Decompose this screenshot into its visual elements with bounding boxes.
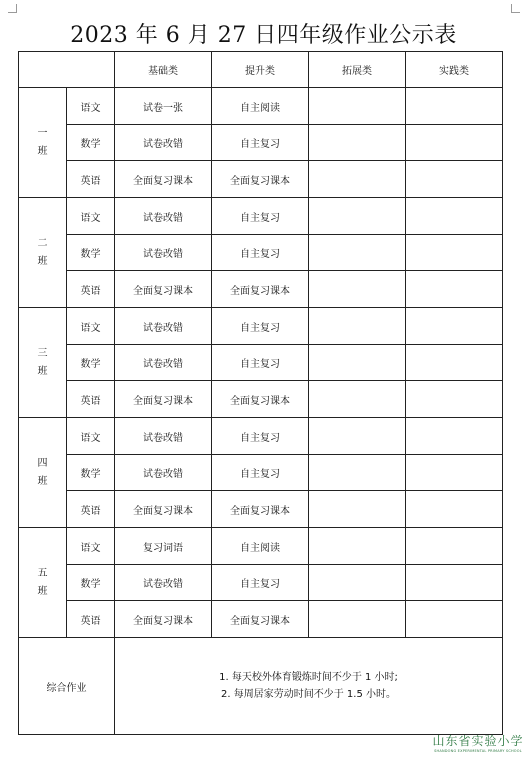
comprehensive-row xyxy=(19,638,503,735)
class-name-line1: 三 xyxy=(37,347,48,359)
basic-cell: 试卷改错 xyxy=(115,198,212,235)
table-row xyxy=(19,418,503,455)
advanced-cell: 自主阅读 xyxy=(212,528,309,565)
practice-cell xyxy=(406,198,503,235)
class-name-line1: 五 xyxy=(37,567,48,579)
class-name-cell xyxy=(19,88,67,198)
practice-cell xyxy=(406,381,503,418)
class-name-line1: 四 xyxy=(37,457,48,469)
practice-cell xyxy=(406,271,503,308)
class-name-line2: 班 xyxy=(37,585,48,597)
basic-cell: 全面复习课本 xyxy=(115,381,212,418)
expand-cell xyxy=(309,418,406,455)
practice-cell xyxy=(406,345,503,381)
advanced-cell: 全面复习课本 xyxy=(212,381,309,418)
table-row xyxy=(19,161,503,198)
advanced-cell: 自主复习 xyxy=(212,565,309,601)
crop-mark-left xyxy=(8,4,17,13)
header-basic: 基础类 xyxy=(115,52,212,88)
comprehensive-notes xyxy=(115,638,503,735)
school-logo-english: SHANDONG EXPERIMENTAL PRIMARY SCHOOL xyxy=(434,749,522,753)
page-title: 2023 年 6 月 27 日四年级作业公示表 xyxy=(70,23,457,48)
basic-cell: 全面复习课本 xyxy=(115,601,212,638)
subject-cell: 数学 xyxy=(67,565,115,601)
table-row xyxy=(19,491,503,528)
expand-cell xyxy=(309,161,406,198)
comprehensive-line2: 2. 每周居家劳动时间不少于 1.5 小时。 xyxy=(221,689,396,700)
subject-cell: 语文 xyxy=(67,528,115,565)
class-name-line2: 班 xyxy=(37,255,48,267)
advanced-cell: 全面复习课本 xyxy=(212,161,309,198)
table-row xyxy=(19,88,503,125)
class-name-cell xyxy=(19,308,67,418)
header-advanced: 提升类 xyxy=(212,52,309,88)
basic-cell: 试卷改错 xyxy=(115,345,212,381)
basic-cell: 全面复习课本 xyxy=(115,161,212,198)
basic-cell: 试卷改错 xyxy=(115,418,212,455)
advanced-cell: 自主复习 xyxy=(212,235,309,271)
practice-cell xyxy=(406,235,503,271)
advanced-cell: 自主复习 xyxy=(212,198,309,235)
basic-cell: 试卷改错 xyxy=(115,455,212,491)
basic-cell: 试卷改错 xyxy=(115,308,212,345)
advanced-cell: 自主阅读 xyxy=(212,88,309,125)
basic-cell: 复习词语 xyxy=(115,528,212,565)
class-name-cell xyxy=(19,418,67,528)
class-name-line1: 一 xyxy=(37,127,48,139)
table-row xyxy=(19,271,503,308)
subject-cell: 英语 xyxy=(67,161,115,198)
practice-cell xyxy=(406,491,503,528)
table-row xyxy=(19,345,503,381)
subject-cell: 数学 xyxy=(67,345,115,381)
expand-cell xyxy=(309,528,406,565)
school-logo xyxy=(432,732,524,753)
table-row xyxy=(19,198,503,235)
crop-mark-right xyxy=(511,4,520,13)
class-name-line1: 二 xyxy=(37,237,48,249)
advanced-cell: 全面复习课本 xyxy=(212,601,309,638)
basic-cell: 试卷一张 xyxy=(115,88,212,125)
basic-cell: 试卷改错 xyxy=(115,125,212,161)
advanced-cell: 自主复习 xyxy=(212,418,309,455)
class-name-cell xyxy=(19,528,67,638)
practice-cell xyxy=(406,125,503,161)
advanced-cell: 自主复习 xyxy=(212,455,309,491)
class-name-line2: 班 xyxy=(37,365,48,377)
expand-cell xyxy=(309,125,406,161)
expand-cell xyxy=(309,565,406,601)
comprehensive-label: 综合作业 xyxy=(19,638,115,735)
expand-cell xyxy=(309,88,406,125)
subject-cell: 语文 xyxy=(67,198,115,235)
header-practice: 实践类 xyxy=(406,52,503,88)
subject-cell: 数学 xyxy=(67,455,115,491)
class-name-line2: 班 xyxy=(37,475,48,487)
advanced-cell: 自主复习 xyxy=(212,125,309,161)
subject-cell: 英语 xyxy=(67,601,115,638)
expand-cell xyxy=(309,601,406,638)
header-expand: 拓展类 xyxy=(309,52,406,88)
table-row xyxy=(19,455,503,491)
subject-cell: 英语 xyxy=(67,381,115,418)
table-row xyxy=(19,528,503,565)
subject-cell: 语文 xyxy=(67,308,115,345)
basic-cell: 试卷改错 xyxy=(115,565,212,601)
table-row xyxy=(19,565,503,601)
subject-cell: 语文 xyxy=(67,88,115,125)
header-row xyxy=(19,52,503,88)
expand-cell xyxy=(309,198,406,235)
subject-cell: 语文 xyxy=(67,418,115,455)
subject-cell: 英语 xyxy=(67,271,115,308)
subject-cell: 数学 xyxy=(67,125,115,161)
expand-cell xyxy=(309,491,406,528)
basic-cell: 试卷改错 xyxy=(115,235,212,271)
expand-cell xyxy=(309,381,406,418)
table-row xyxy=(19,601,503,638)
practice-cell xyxy=(406,528,503,565)
advanced-cell: 自主复习 xyxy=(212,308,309,345)
practice-cell xyxy=(406,161,503,198)
practice-cell xyxy=(406,601,503,638)
table-row xyxy=(19,381,503,418)
subject-cell: 英语 xyxy=(67,491,115,528)
practice-cell xyxy=(406,455,503,491)
practice-cell xyxy=(406,308,503,345)
practice-cell xyxy=(406,88,503,125)
homework-table xyxy=(18,51,503,735)
expand-cell xyxy=(309,308,406,345)
class-name-line2: 班 xyxy=(37,145,48,157)
advanced-cell: 全面复习课本 xyxy=(212,271,309,308)
subject-cell: 数学 xyxy=(67,235,115,271)
expand-cell xyxy=(309,455,406,491)
table-row xyxy=(19,125,503,161)
practice-cell xyxy=(406,565,503,601)
table-row xyxy=(19,308,503,345)
basic-cell: 全面复习课本 xyxy=(115,271,212,308)
expand-cell xyxy=(309,271,406,308)
advanced-cell: 自主复习 xyxy=(212,345,309,381)
table-row xyxy=(19,235,503,271)
header-corner-cell xyxy=(19,52,115,88)
comprehensive-line1: 1. 每天校外体育锻炼时间不少于 1 小时; xyxy=(219,672,398,683)
expand-cell xyxy=(309,235,406,271)
practice-cell xyxy=(406,418,503,455)
class-name-cell xyxy=(19,198,67,308)
expand-cell xyxy=(309,345,406,381)
school-logo-name: 山东省实验小学 xyxy=(432,734,524,748)
basic-cell: 全面复习课本 xyxy=(115,491,212,528)
advanced-cell: 全面复习课本 xyxy=(212,491,309,528)
